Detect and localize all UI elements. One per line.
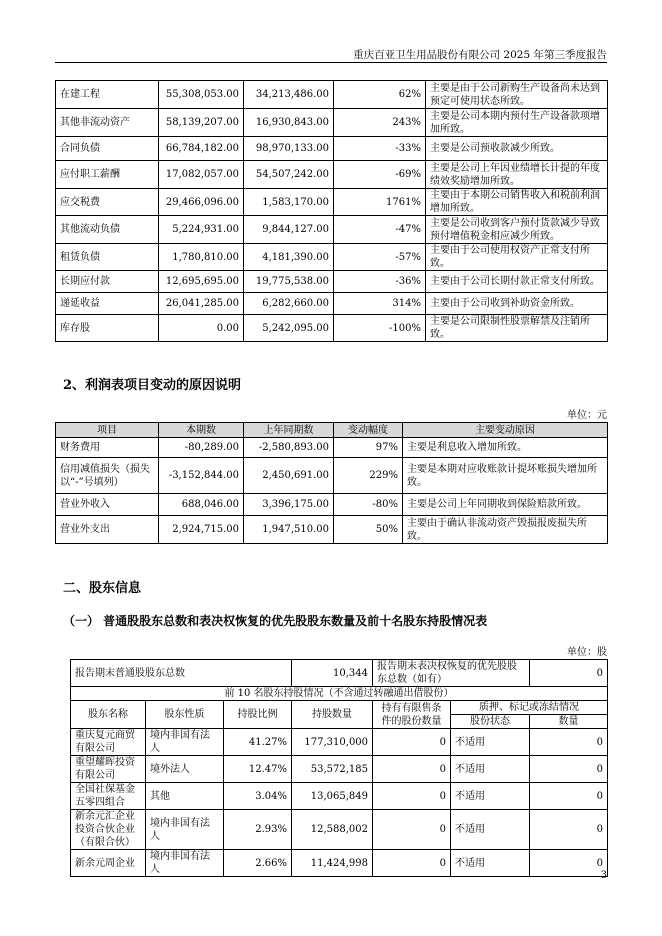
row-prior: 19,775,538.00: [244, 271, 334, 293]
row-prior: 16,930,843.00: [244, 109, 334, 137]
row-restricted: 0: [373, 729, 451, 756]
table-row: [56, 244, 608, 271]
row-current: 0.00: [159, 315, 244, 342]
row-qty: 177,310,000: [292, 729, 373, 756]
table-row: [71, 729, 608, 756]
table-row: [56, 81, 608, 109]
row-item: 合同负债: [56, 137, 159, 161]
row-item: 其他流动负债: [56, 216, 159, 244]
table-row: [56, 315, 608, 342]
row-pledged: 0: [530, 729, 608, 756]
row-status: 不适用: [451, 850, 530, 877]
col-header-prior: 上年同期数: [244, 423, 334, 438]
row-name: 重庆复元商贸有限公司: [71, 729, 146, 756]
row-reason: 主要是公司收到客户预付货款减少导致预付增值税金相应减少所致。: [426, 216, 608, 244]
row-change: -80%: [334, 494, 403, 516]
row-current: 55,308,053.00: [159, 81, 244, 109]
row-name: 全国社保基金五零四组合: [71, 783, 146, 810]
row-current: 29,466,096.00: [159, 189, 244, 216]
row-change: -100%: [334, 315, 426, 342]
table-row: [71, 850, 608, 877]
row-reason: 主要是由于公司新购生产设备尚未达到预定可使用状态所致。: [426, 81, 608, 109]
row-qty: 53,572,185: [292, 756, 373, 783]
row-change: 62%: [334, 81, 426, 109]
table-row: [56, 137, 608, 161]
row-item: 营业外支出: [56, 516, 159, 544]
row-current: 5,224,931.00: [159, 216, 244, 244]
row-prior: 54,507,242.00: [244, 161, 334, 189]
row-item: 应交税费: [56, 189, 159, 216]
col-header-pledge-group: 质押、标记或冻结情况: [451, 701, 608, 715]
col-header-nature: 股东性质: [146, 701, 224, 729]
table-row: [56, 293, 608, 315]
row-prior: 98,970,133.00: [244, 137, 334, 161]
header-rule: [55, 62, 607, 63]
row-ratio: 3.04%: [224, 783, 292, 810]
col-header-name: 股东名称: [71, 701, 146, 729]
row-change: 50%: [334, 516, 403, 544]
row-prior: 34,213,486.00: [244, 81, 334, 109]
row-qty: 13,065,849: [292, 783, 373, 810]
balance-change-table: [55, 80, 608, 342]
row-prior: 9,844,127.00: [244, 216, 334, 244]
table-row: [56, 438, 608, 458]
row-item: 信用减值损失（损失以“-”号填列）: [56, 458, 159, 494]
row-name: 新余元汇企业投资合伙企业（有限合伙）: [71, 810, 146, 850]
col-header-item: 项目: [56, 423, 159, 438]
row-current: 1,780,810.00: [159, 244, 244, 271]
table-row: [71, 756, 608, 783]
row-item: 在建工程: [56, 81, 159, 109]
row-reason: 主要由于公司使用权资产正常支付所致。: [426, 244, 608, 271]
row-change: 314%: [334, 293, 426, 315]
section-heading-shareholders: 二、股东信息: [63, 581, 142, 596]
row-item: 租赁负债: [56, 244, 159, 271]
unit-label: 单位：元: [567, 410, 607, 421]
row-prior: 4,181,390.00: [244, 244, 334, 271]
row-change: -33%: [334, 137, 426, 161]
table-row: [56, 109, 608, 137]
row-change: 1761%: [334, 189, 426, 216]
row-restricted: 0: [373, 850, 451, 877]
row-pledged: 0: [530, 850, 608, 877]
row-reason: 主要由于公司收到补助资金所致。: [426, 293, 608, 315]
row-restricted: 0: [373, 810, 451, 850]
col-header-restricted: 持有有限售条件的股份数量: [373, 701, 451, 729]
row-reason: 主要由于确认非流动资产毁损报废损失所致。: [403, 516, 608, 544]
table-row: [71, 810, 608, 850]
row-change: -47%: [334, 216, 426, 244]
row-pledged: 0: [530, 810, 608, 850]
row-item: 财务费用: [56, 438, 159, 458]
pref-shareholders-label: 报告期末表决权恢复的优先股股东总数（如有）: [373, 660, 530, 687]
row-restricted: 0: [373, 756, 451, 783]
row-reason: 主要是公司上年因业绩增长计提的年度绩效奖励增加所致。: [426, 161, 608, 189]
table-row: [56, 516, 608, 544]
col-header-current: 本期数: [159, 423, 244, 438]
row-prior: 5,242,095.00: [244, 315, 334, 342]
table-row: [56, 494, 608, 516]
row-nature: 境外法人: [146, 756, 224, 783]
row-current: 688,046.00: [159, 494, 244, 516]
row-reason: 主要由于公司长期付款正常支付所致。: [426, 271, 608, 293]
row-current: 17,082,057.00: [159, 161, 244, 189]
row-nature: 境内非国有法人: [146, 850, 224, 877]
row-change: -57%: [334, 244, 426, 271]
row-ratio: 41.27%: [224, 729, 292, 756]
row-nature: 境内非国有法人: [146, 729, 224, 756]
row-reason: 主要是本期对应收账款计提坏账损失增加所致。: [403, 458, 608, 494]
table-row: [56, 216, 608, 244]
row-change: 229%: [334, 458, 403, 494]
row-reason: 主要是公司上年同期收到保险赔款所致。: [403, 494, 608, 516]
pref-shareholders-value: 0: [530, 660, 608, 687]
row-current: -80,289.00: [159, 438, 244, 458]
row-item: 递延收益: [56, 293, 159, 315]
row-change: -69%: [334, 161, 426, 189]
row-name: 重望耀晖投资有限公司: [71, 756, 146, 783]
top10-title: 前 10 名股东持股情况（不含通过转融通出借股份）: [71, 687, 608, 701]
row-reason: 主要是公司预收款减少所致。: [426, 137, 608, 161]
col-header-pledge-qty: 数量: [530, 715, 608, 729]
page-number: 3: [600, 870, 607, 881]
row-item: 应付职工薪酬: [56, 161, 159, 189]
total-shareholders-label: 报告期末普通股股东总数: [71, 660, 292, 687]
subheading-shareholders: （一） 普通股股东总数和表决权恢复的优先股股东数量及前十名股东持股情况表: [63, 614, 488, 628]
shareholder-table: [70, 659, 608, 877]
row-current: 26,041,285.00: [159, 293, 244, 315]
row-change: -36%: [334, 271, 426, 293]
income-change-table: [55, 422, 608, 544]
row-prior: -2,580,893.00: [244, 438, 334, 458]
row-status: 不适用: [451, 783, 530, 810]
row-current: 2,924,715.00: [159, 516, 244, 544]
row-nature: 其他: [146, 783, 224, 810]
row-ratio: 12.47%: [224, 756, 292, 783]
col-header-ratio: 持股比例: [224, 701, 292, 729]
row-pledged: 0: [530, 756, 608, 783]
row-item: 营业外收入: [56, 494, 159, 516]
row-item: 长期应付款: [56, 271, 159, 293]
row-item: 其他非流动资产: [56, 109, 159, 137]
row-change: 97%: [334, 438, 403, 458]
row-pledged: 0: [530, 783, 608, 810]
table-row: [56, 458, 608, 494]
row-reason: 主要由于本期公司销售收入和税前利润增加所致。: [426, 189, 608, 216]
col-header-change: 变动幅度: [334, 423, 403, 438]
row-reason: 主要是公司本期内预付生产设备款项增加所致。: [426, 109, 608, 137]
row-prior: 1,583,170.00: [244, 189, 334, 216]
row-prior: 1,947,510.00: [244, 516, 334, 544]
section-heading-income: 2、利润表项目变动的原因说明: [63, 378, 242, 393]
row-prior: 6,282,660.00: [244, 293, 334, 315]
row-ratio: 2.93%: [224, 810, 292, 850]
row-change: 243%: [334, 109, 426, 137]
table-header-row: [56, 423, 608, 438]
row-prior: 2,450,691.00: [244, 458, 334, 494]
row-restricted: 0: [373, 783, 451, 810]
row-ratio: 2.66%: [224, 850, 292, 877]
table-row: [56, 189, 608, 216]
row-prior: 3,396,175.00: [244, 494, 334, 516]
row-current: 66,784,182.00: [159, 137, 244, 161]
row-status: 不适用: [451, 756, 530, 783]
total-shareholders-value: 10,344: [292, 660, 373, 687]
row-item: 库存股: [56, 315, 159, 342]
row-current: -3,152,844.00: [159, 458, 244, 494]
page-header-title: 重庆百亚卫生用品股份有限公司 2025 年第三季度报告: [353, 49, 607, 61]
table-row: [71, 783, 608, 810]
col-header-pledge-status: 股份状态: [451, 715, 530, 729]
row-status: 不适用: [451, 810, 530, 850]
unit-label-shares: 单位：股: [567, 647, 607, 658]
row-current: 12,695,695.00: [159, 271, 244, 293]
table-row: [56, 161, 608, 189]
row-name: 新余元周企业: [71, 850, 146, 877]
col-header-reason: 主要变动原因: [403, 423, 608, 438]
col-header-qty: 持股数量: [292, 701, 373, 729]
row-qty: 12,588,002: [292, 810, 373, 850]
row-reason: 主要是利息收入增加所致。: [403, 438, 608, 458]
row-current: 58,139,207.00: [159, 109, 244, 137]
row-reason: 主要是公司限制性股票解禁及注销所致。: [426, 315, 608, 342]
row-nature: 境内非国有法人: [146, 810, 224, 850]
row-qty: 11,424,998: [292, 850, 373, 877]
row-status: 不适用: [451, 729, 530, 756]
table-row: [56, 271, 608, 293]
